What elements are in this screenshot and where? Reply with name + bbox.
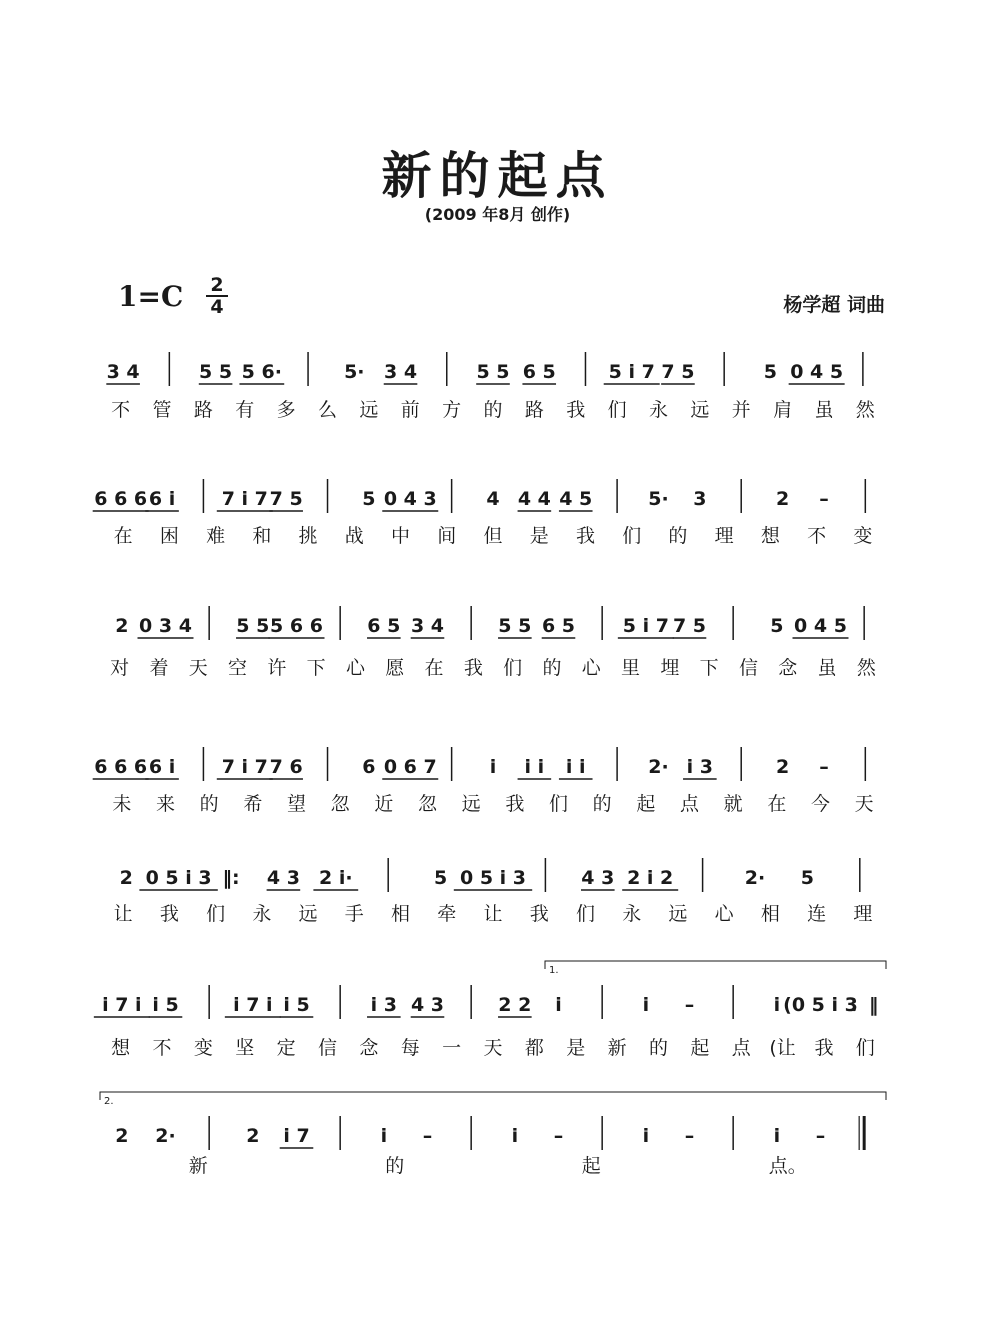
lyric-char: 们 bbox=[503, 657, 523, 679]
lyric-char: 对 bbox=[110, 657, 130, 679]
note-group: 5 i 7 bbox=[608, 361, 655, 383]
lyric-char: 和 bbox=[252, 525, 272, 547]
note-group: 7 6 bbox=[269, 756, 303, 778]
lyric-char: 我 bbox=[505, 793, 525, 815]
lyric-char: 路 bbox=[193, 399, 213, 421]
lyric-char: 想 bbox=[760, 525, 780, 547]
note-group: i bbox=[380, 1125, 388, 1147]
lyric-char: 心 bbox=[581, 657, 601, 679]
lyric-char: 远 bbox=[668, 903, 688, 925]
note-group: i i bbox=[565, 756, 586, 778]
volta-bracket bbox=[100, 1092, 886, 1100]
lyric-char: 心 bbox=[345, 657, 365, 679]
note-group: 2 bbox=[119, 867, 133, 889]
lyric-char: 心 bbox=[714, 903, 734, 925]
time-signature-numerator: 2 bbox=[210, 274, 224, 296]
lyric-char: 坚 bbox=[235, 1037, 255, 1059]
lyric-char: 起 bbox=[690, 1037, 710, 1059]
note-group: 0 4 5 bbox=[790, 361, 844, 383]
lyric-char: 手 bbox=[344, 903, 364, 925]
lyric-char: 挑 bbox=[298, 525, 318, 547]
lyric-char: 的 bbox=[483, 399, 503, 421]
lyric-char: 们 bbox=[855, 1037, 875, 1059]
lyric-char: 天 bbox=[854, 793, 874, 815]
lyric-char: 下 bbox=[699, 657, 719, 679]
note-group: – bbox=[819, 756, 829, 778]
lyric-char: 许 bbox=[267, 657, 287, 679]
lyric-char: 埋 bbox=[660, 657, 680, 679]
note-group: ‖: bbox=[222, 867, 240, 889]
lyric-char: 我 bbox=[814, 1037, 834, 1059]
note-group: i bbox=[555, 994, 562, 1016]
lyric-char: 定 bbox=[276, 1037, 296, 1059]
lyric-char: 起 bbox=[636, 793, 656, 815]
note-group: i 7 i bbox=[233, 994, 273, 1016]
lyric-char: 前 bbox=[400, 399, 420, 421]
lyric-char: 里 bbox=[621, 657, 641, 679]
note-group: i 5 bbox=[152, 994, 179, 1016]
lyric-char: 的 bbox=[592, 793, 612, 815]
note-group: 6 5 bbox=[367, 615, 401, 637]
note-group: 2 i 2 bbox=[627, 867, 674, 889]
lyric-char: 虽 bbox=[814, 399, 834, 421]
note-group: 7 i 7 bbox=[221, 756, 268, 778]
lyric-char: 天 bbox=[483, 1037, 503, 1059]
lyric-char: 远 bbox=[461, 793, 481, 815]
note-group: i bbox=[511, 1125, 519, 1147]
note-group: 5· bbox=[648, 488, 669, 510]
note-group: 3 4 bbox=[410, 615, 445, 637]
note-group: 5 bbox=[770, 615, 784, 637]
note-group: 2 bbox=[775, 756, 790, 778]
note-group: 2 bbox=[115, 615, 129, 637]
note-group: 0 5 i 3 bbox=[459, 867, 527, 889]
note-group: 2 2 bbox=[498, 994, 532, 1016]
lyric-char: 远 bbox=[359, 399, 379, 421]
lyric-char: 近 bbox=[374, 793, 394, 815]
lyric-char: 来 bbox=[155, 793, 176, 815]
note-group: 5 i 7 bbox=[622, 615, 669, 637]
note-group: i bbox=[642, 994, 650, 1016]
note-group: i i bbox=[524, 756, 545, 778]
lyric-char: 在 bbox=[767, 793, 787, 815]
lyric-char: 天 bbox=[188, 657, 208, 679]
lyric-char: 理 bbox=[853, 903, 873, 925]
note-group: (0 5 i 3 bbox=[783, 994, 858, 1016]
song-subtitle: (2009 年8月 创作) bbox=[424, 205, 571, 224]
note-group: i 7 i bbox=[102, 994, 142, 1016]
note-group: 7 i 7 bbox=[221, 488, 268, 510]
lyric-char: 多 bbox=[276, 399, 296, 421]
note-group: 5 5 bbox=[498, 615, 532, 637]
note-group: i 3 bbox=[370, 994, 398, 1016]
note-group: 4 4 bbox=[517, 488, 551, 510]
lyric-char: 战 bbox=[344, 525, 364, 547]
volta-bracket bbox=[545, 961, 886, 969]
volta-label: 1. bbox=[549, 965, 559, 976]
note-group: i 7 bbox=[283, 1125, 310, 1147]
note-group: 5 bbox=[763, 361, 778, 383]
note-group: 6 bbox=[362, 756, 376, 778]
note-group: 2 bbox=[115, 1125, 129, 1147]
note-group: 5· bbox=[344, 361, 365, 383]
lyric-char: 希 bbox=[243, 793, 263, 815]
note-group: 0 3 4 bbox=[139, 615, 192, 637]
lyric-char: 我 bbox=[529, 903, 549, 925]
lyric-char: 牵 bbox=[437, 903, 457, 925]
note-group: – bbox=[819, 488, 829, 510]
lyric-char: 点 bbox=[731, 1037, 751, 1059]
lyric-char: 我 bbox=[463, 657, 483, 679]
note-group: 2· bbox=[155, 1125, 176, 1147]
note-group: 5 5 bbox=[199, 361, 233, 383]
note-group: 4 5 bbox=[559, 488, 593, 510]
note-group: 5 6· bbox=[241, 361, 282, 383]
lyric-char: 然 bbox=[855, 399, 875, 421]
lyric-char: 我 bbox=[575, 525, 595, 547]
note-group: 2· bbox=[648, 756, 669, 778]
lyric-char: 新 bbox=[188, 1155, 208, 1177]
note-group: 5 bbox=[800, 867, 815, 889]
lyric-char: 变 bbox=[193, 1037, 213, 1059]
note-group: 7 5 bbox=[672, 615, 707, 637]
lyric-char: 困 bbox=[159, 525, 179, 547]
lyric-char: 让 bbox=[113, 903, 133, 925]
lyric-char: 望 bbox=[286, 793, 307, 815]
lyric-char: 方 bbox=[442, 399, 462, 421]
lyric-char: 今 bbox=[810, 793, 831, 815]
lyric-char: 们 bbox=[206, 903, 226, 925]
lyric-char: 然 bbox=[856, 657, 876, 679]
lyric-char: 我 bbox=[566, 399, 586, 421]
lyric-char: 不 bbox=[152, 1037, 172, 1059]
lyric-char: 愿 bbox=[385, 657, 405, 679]
note-group: – bbox=[684, 994, 695, 1016]
lyric-char: 相 bbox=[391, 903, 411, 925]
lyric-char: 变 bbox=[853, 525, 873, 547]
lyric-char: 在 bbox=[113, 525, 133, 547]
lyric-char: 远 bbox=[298, 903, 318, 925]
note-group: 4 3 bbox=[266, 867, 300, 889]
note-group: 6 5 bbox=[522, 361, 556, 383]
note-group: 3 4 bbox=[383, 361, 418, 383]
lyric-char: 永 bbox=[252, 903, 272, 925]
note-group: i 3 bbox=[686, 756, 714, 778]
lyric-char: 忽 bbox=[417, 793, 438, 815]
lyric-char: 远 bbox=[690, 399, 710, 421]
lyric-char: 中 bbox=[391, 525, 411, 547]
note-group: – bbox=[553, 1125, 564, 1147]
composer-credit: 杨学超 词曲 bbox=[783, 294, 885, 316]
lyric-char: 新 bbox=[607, 1037, 627, 1059]
lyric-char: 路 bbox=[524, 399, 544, 421]
note-group: 0 4 5 bbox=[794, 615, 847, 637]
lyric-char: 么 bbox=[318, 399, 338, 421]
lyric-char: 是 bbox=[566, 1037, 586, 1059]
lyric-char: 不 bbox=[807, 525, 827, 547]
note-group: 2 bbox=[775, 488, 790, 510]
lyric-char: 的 bbox=[385, 1155, 405, 1177]
note-group: 0 5 i 3 bbox=[145, 867, 212, 889]
lyric-char: 连 bbox=[807, 903, 827, 925]
lyric-char: 们 bbox=[607, 399, 627, 421]
lyric-char: 信 bbox=[318, 1037, 338, 1059]
lyric-char: 忽 bbox=[330, 793, 350, 815]
note-group: – bbox=[815, 1125, 826, 1147]
lyric-char: 是 bbox=[529, 525, 549, 547]
note-group: 5 6 6 bbox=[270, 615, 323, 637]
lyric-char: 们 bbox=[548, 793, 569, 815]
note-group: i bbox=[489, 756, 497, 778]
song-title: 新的起点 bbox=[381, 147, 614, 205]
note-group: 3 bbox=[693, 488, 707, 510]
note-group: – bbox=[422, 1125, 433, 1147]
lyric-char: 每 bbox=[400, 1037, 420, 1059]
lyric-char: 但 bbox=[483, 525, 503, 547]
lyric-char: 们 bbox=[622, 525, 642, 547]
note-group: 0 4 3 bbox=[383, 488, 437, 510]
lyric-char: 想 bbox=[111, 1037, 131, 1059]
lyric-char: 就 bbox=[723, 793, 743, 815]
note-group: ：‖ bbox=[849, 994, 879, 1016]
lyric-char: 理 bbox=[714, 525, 734, 547]
lyric-char: 空 bbox=[228, 657, 248, 679]
lyric-char: 不 bbox=[111, 399, 131, 421]
lyric-char: 起 bbox=[581, 1155, 601, 1177]
lyric-char: 念 bbox=[359, 1037, 379, 1059]
lyric-char: 我 bbox=[159, 903, 179, 925]
lyric-char: 的 bbox=[648, 1037, 668, 1059]
note-group: i 5 bbox=[283, 994, 310, 1016]
lyric-char: 肩 bbox=[773, 399, 793, 421]
lyric-char: 管 bbox=[152, 399, 172, 421]
lyric-char: 相 bbox=[760, 903, 780, 925]
lyric-char: 的 bbox=[542, 657, 562, 679]
lyric-char: 虽 bbox=[817, 657, 837, 679]
lyric-char: 们 bbox=[575, 903, 595, 925]
note-group: 5 5 bbox=[476, 361, 510, 383]
lyric-char: 间 bbox=[437, 525, 457, 547]
lyric-char: 一 bbox=[442, 1037, 462, 1059]
note-group: 4 3 bbox=[410, 994, 445, 1016]
note-group: 6 i bbox=[148, 756, 176, 778]
note-group: i bbox=[773, 994, 781, 1016]
note-group: 2 bbox=[246, 1125, 260, 1147]
note-group: 5 bbox=[433, 867, 448, 889]
lyric-char: 的 bbox=[199, 793, 219, 815]
lyric-char: 永 bbox=[622, 903, 642, 925]
lyric-char: 难 bbox=[206, 525, 226, 547]
note-group: 6 6 6 bbox=[94, 488, 148, 510]
lyric-char: 点 bbox=[679, 793, 700, 815]
lyric-char: 的 bbox=[668, 525, 688, 547]
lyric-char: 信 bbox=[738, 657, 758, 679]
lyric-char: (让 bbox=[769, 1037, 796, 1059]
lyric-char: 让 bbox=[483, 903, 503, 925]
lyric-char: 并 bbox=[731, 399, 751, 421]
lyric-char: 念 bbox=[778, 657, 798, 679]
lyric-char: 着 bbox=[149, 657, 169, 679]
lyric-char: 下 bbox=[306, 657, 326, 679]
note-group: 6 i bbox=[148, 488, 176, 510]
note-group: 6 6 6 bbox=[94, 756, 148, 778]
key-signature: 1=C bbox=[118, 280, 184, 313]
note-group: 7 5 bbox=[661, 361, 695, 383]
note-group: 4 3 bbox=[581, 867, 615, 889]
lyric-char: 未 bbox=[112, 793, 132, 815]
note-group: 2 i· bbox=[319, 867, 353, 889]
note-group: 2· bbox=[744, 867, 766, 889]
note-group: 4 bbox=[486, 488, 500, 510]
time-signature-denominator: 4 bbox=[210, 296, 224, 318]
note-group: 5 5 bbox=[236, 615, 270, 637]
note-group: 5 bbox=[362, 488, 376, 510]
note-group: 7 5 bbox=[269, 488, 303, 510]
note-group: 6 5 bbox=[541, 615, 576, 637]
lyric-char: 都 bbox=[524, 1037, 544, 1059]
lyric-char: 点。 bbox=[768, 1155, 807, 1177]
note-group: i bbox=[642, 1125, 650, 1147]
note-group: 3 4 bbox=[106, 361, 140, 383]
note-group: i bbox=[773, 1125, 781, 1147]
lyric-char: 在 bbox=[424, 657, 444, 679]
lyric-char: 有 bbox=[235, 399, 255, 421]
lyric-char: 永 bbox=[648, 399, 668, 421]
volta-label: 2. bbox=[104, 1096, 114, 1107]
note-group: 0 6 7 bbox=[383, 756, 437, 778]
note-group: – bbox=[684, 1125, 695, 1147]
